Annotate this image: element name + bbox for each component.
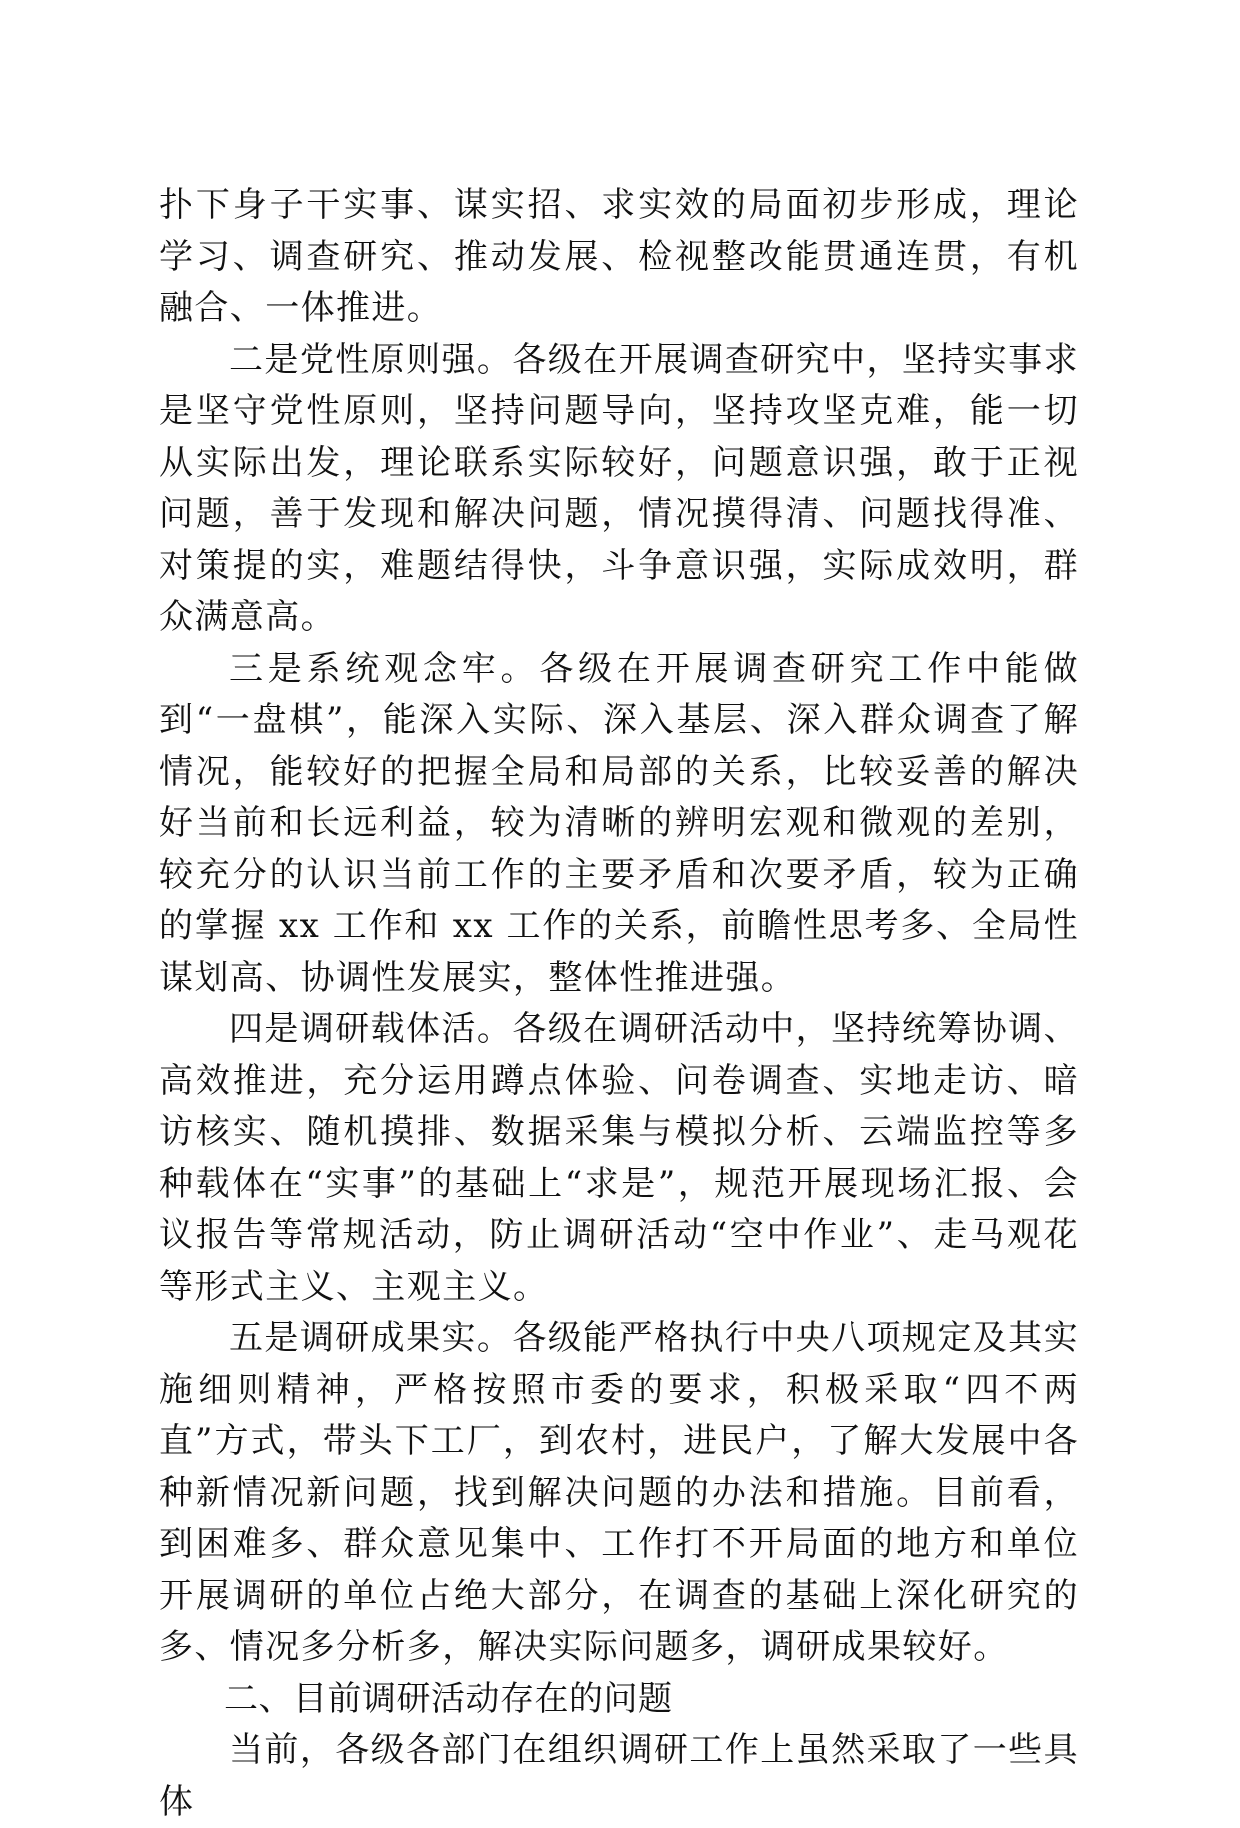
paragraph-research-results: 五是调研成果实。各级能严格执行中央八项规定及其实施细则精神，严格按照市委的要求，积极采取“四不两直”方式，带头下工厂，到农村，进民户，了解大发展中各种新情况新问题，找到解决问题的办法和措施。目前看，到困难多、群众意见集中、工作打不开局面的地方和单位开展调研的单位占绝大部分，在调查的基础上深化研究的多、情况多分析多，解决实际问题多，调研成果较好。 xyxy=(159,1318,1079,1667)
section-heading: 二、目前调研活动存在的问题 xyxy=(224,1678,673,1719)
paragraph-research-carriers: 四是调研载体活。各级在调研活动中，坚持统筹协调、高效推进，充分运用蹲点体验、问卷调查、实地走访、暗访核实、随机摸排、数据采集与模拟分析、云端监控等多种载体在“实事”的基础上“求是”，规范开展现场汇报、会议报告等常规活动，防止调研活动“空中作业”、走马观花等形式主义、主观主义。 xyxy=(159,1009,1079,1307)
paragraph-party-principle: 二是党性原则强。各级在开展调查研究中，坚持实事求是坚守党性原则，坚持问题导向，坚持攻坚克难，能一切从实际出发，理论联系实际较好，问题意识强，敢于正视问题，善于发现和解决问题，情况摸得清、问题找得准、对策提的实，难题结得快，斗争意识强，实际成效明，群众满意高。 xyxy=(159,339,1079,637)
paragraph-systems-view: 三是系统观念牢。各级在开展调查研究工作中能做到“一盘棋”，能深入实际、深入基层、深入群众调查了解情况，能较好的把握全局和局部的关系，比较妥善的解决好当前和长远利益，较为清晰的辨明宏观和微观的差别，较充分的认识当前工作的主要矛盾和次要矛盾，较为正确的掌握 xx 工作和 xx 工作的关系，前瞻性思考多、全局性谋划高、协调性发展实，整体性推进强。 xyxy=(159,648,1079,998)
document-body xyxy=(159,180,1079,1828)
paragraph-continuation: 扑下身子干实事、谋实招、求实效的局面初步形成，理论学习、调查研究、推动发展、检视整改能贯通连贯，有机融合、一体推进。 xyxy=(159,185,1079,328)
paragraph-current-issues: 当前，各级各部门在组织调研工作上虽然采取了一些具体 xyxy=(159,1730,1079,1822)
